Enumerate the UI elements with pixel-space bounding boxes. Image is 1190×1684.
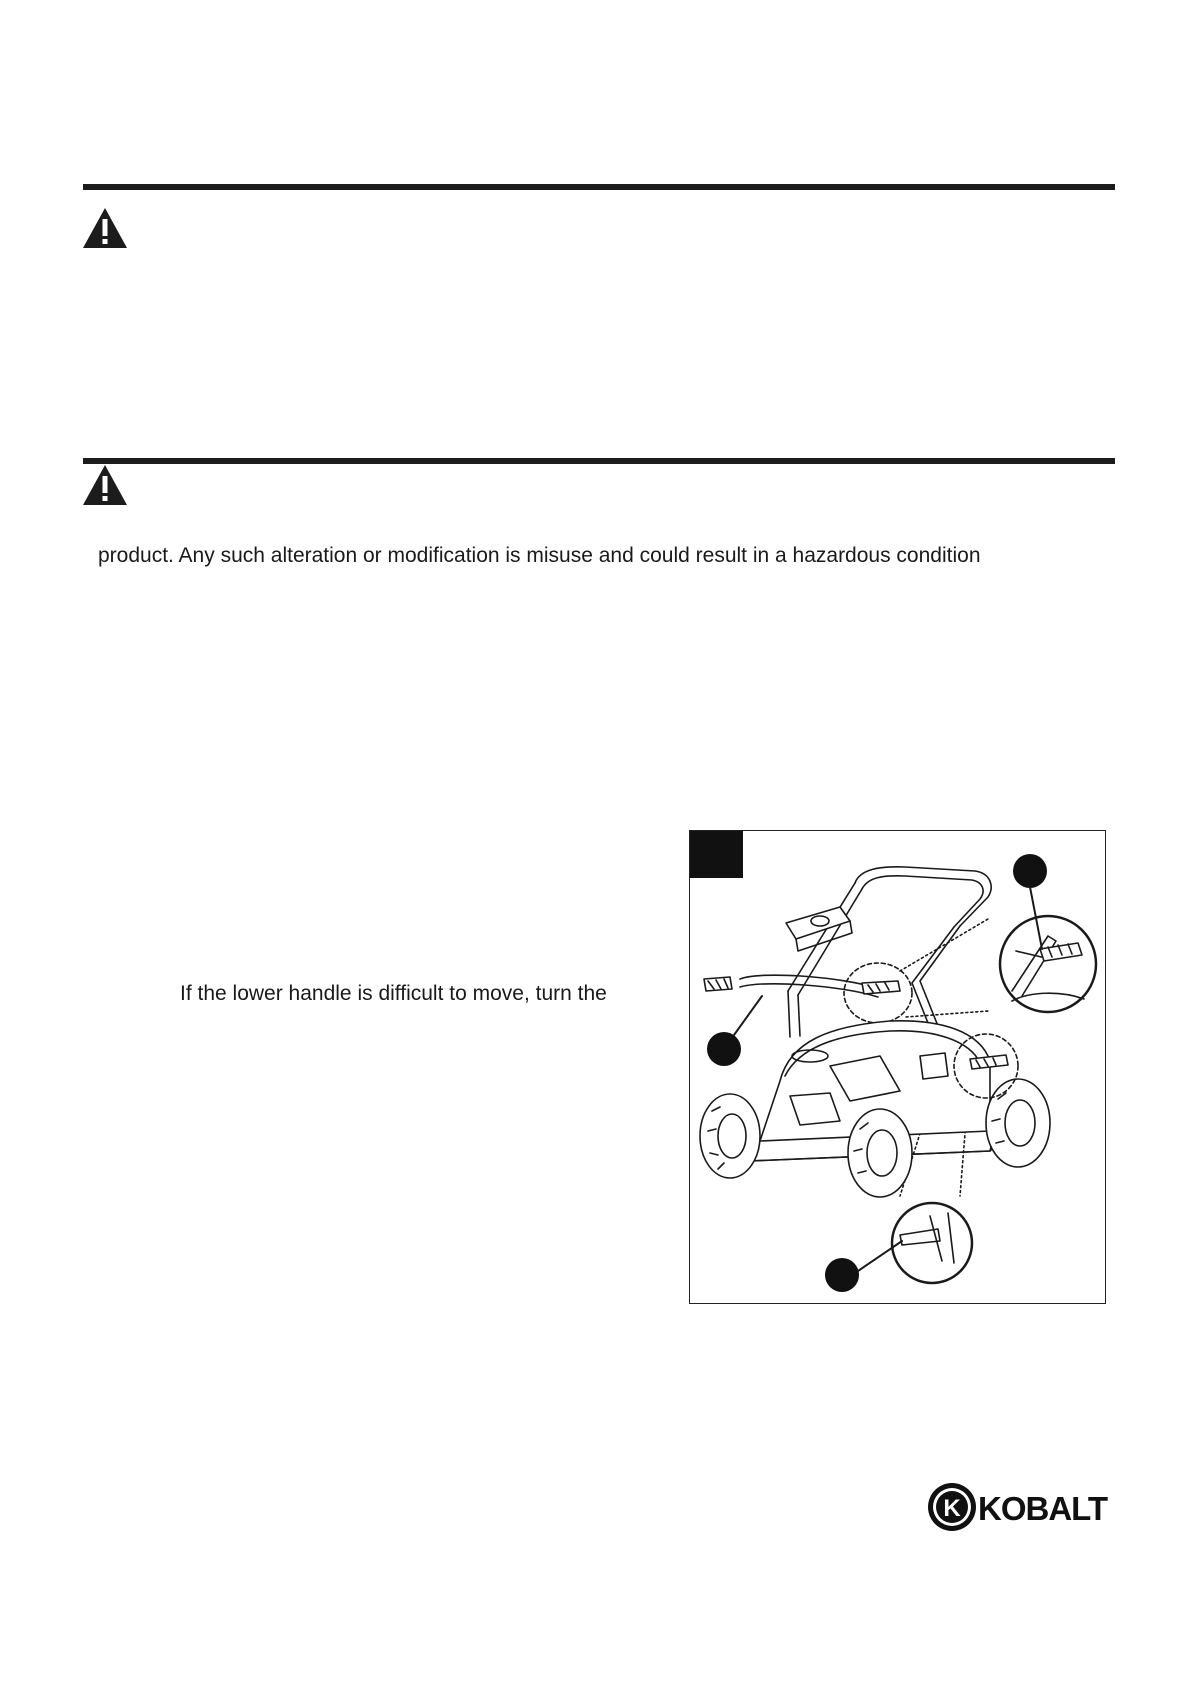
kobalt-logo: [926, 1480, 1116, 1534]
mower-figure: [689, 830, 1106, 1304]
brand-wordmark: KOBALT: [978, 1490, 1108, 1527]
handle-note-text: If the lower handle is difficult to move, turn the: [180, 982, 607, 1005]
lawn-mower-illustration: [690, 831, 1106, 1304]
top-divider: [83, 184, 1115, 190]
second-divider: [83, 458, 1115, 464]
warning-triangle-icon: [82, 464, 128, 506]
svg-text:K: K: [943, 1495, 961, 1522]
warning-triangle-icon: [82, 207, 128, 249]
modification-warning-text: product. Any such alteration or modification is misuse and could result in a hazardous condition: [98, 544, 981, 567]
kobalt-k-logo-icon: [928, 1483, 976, 1531]
